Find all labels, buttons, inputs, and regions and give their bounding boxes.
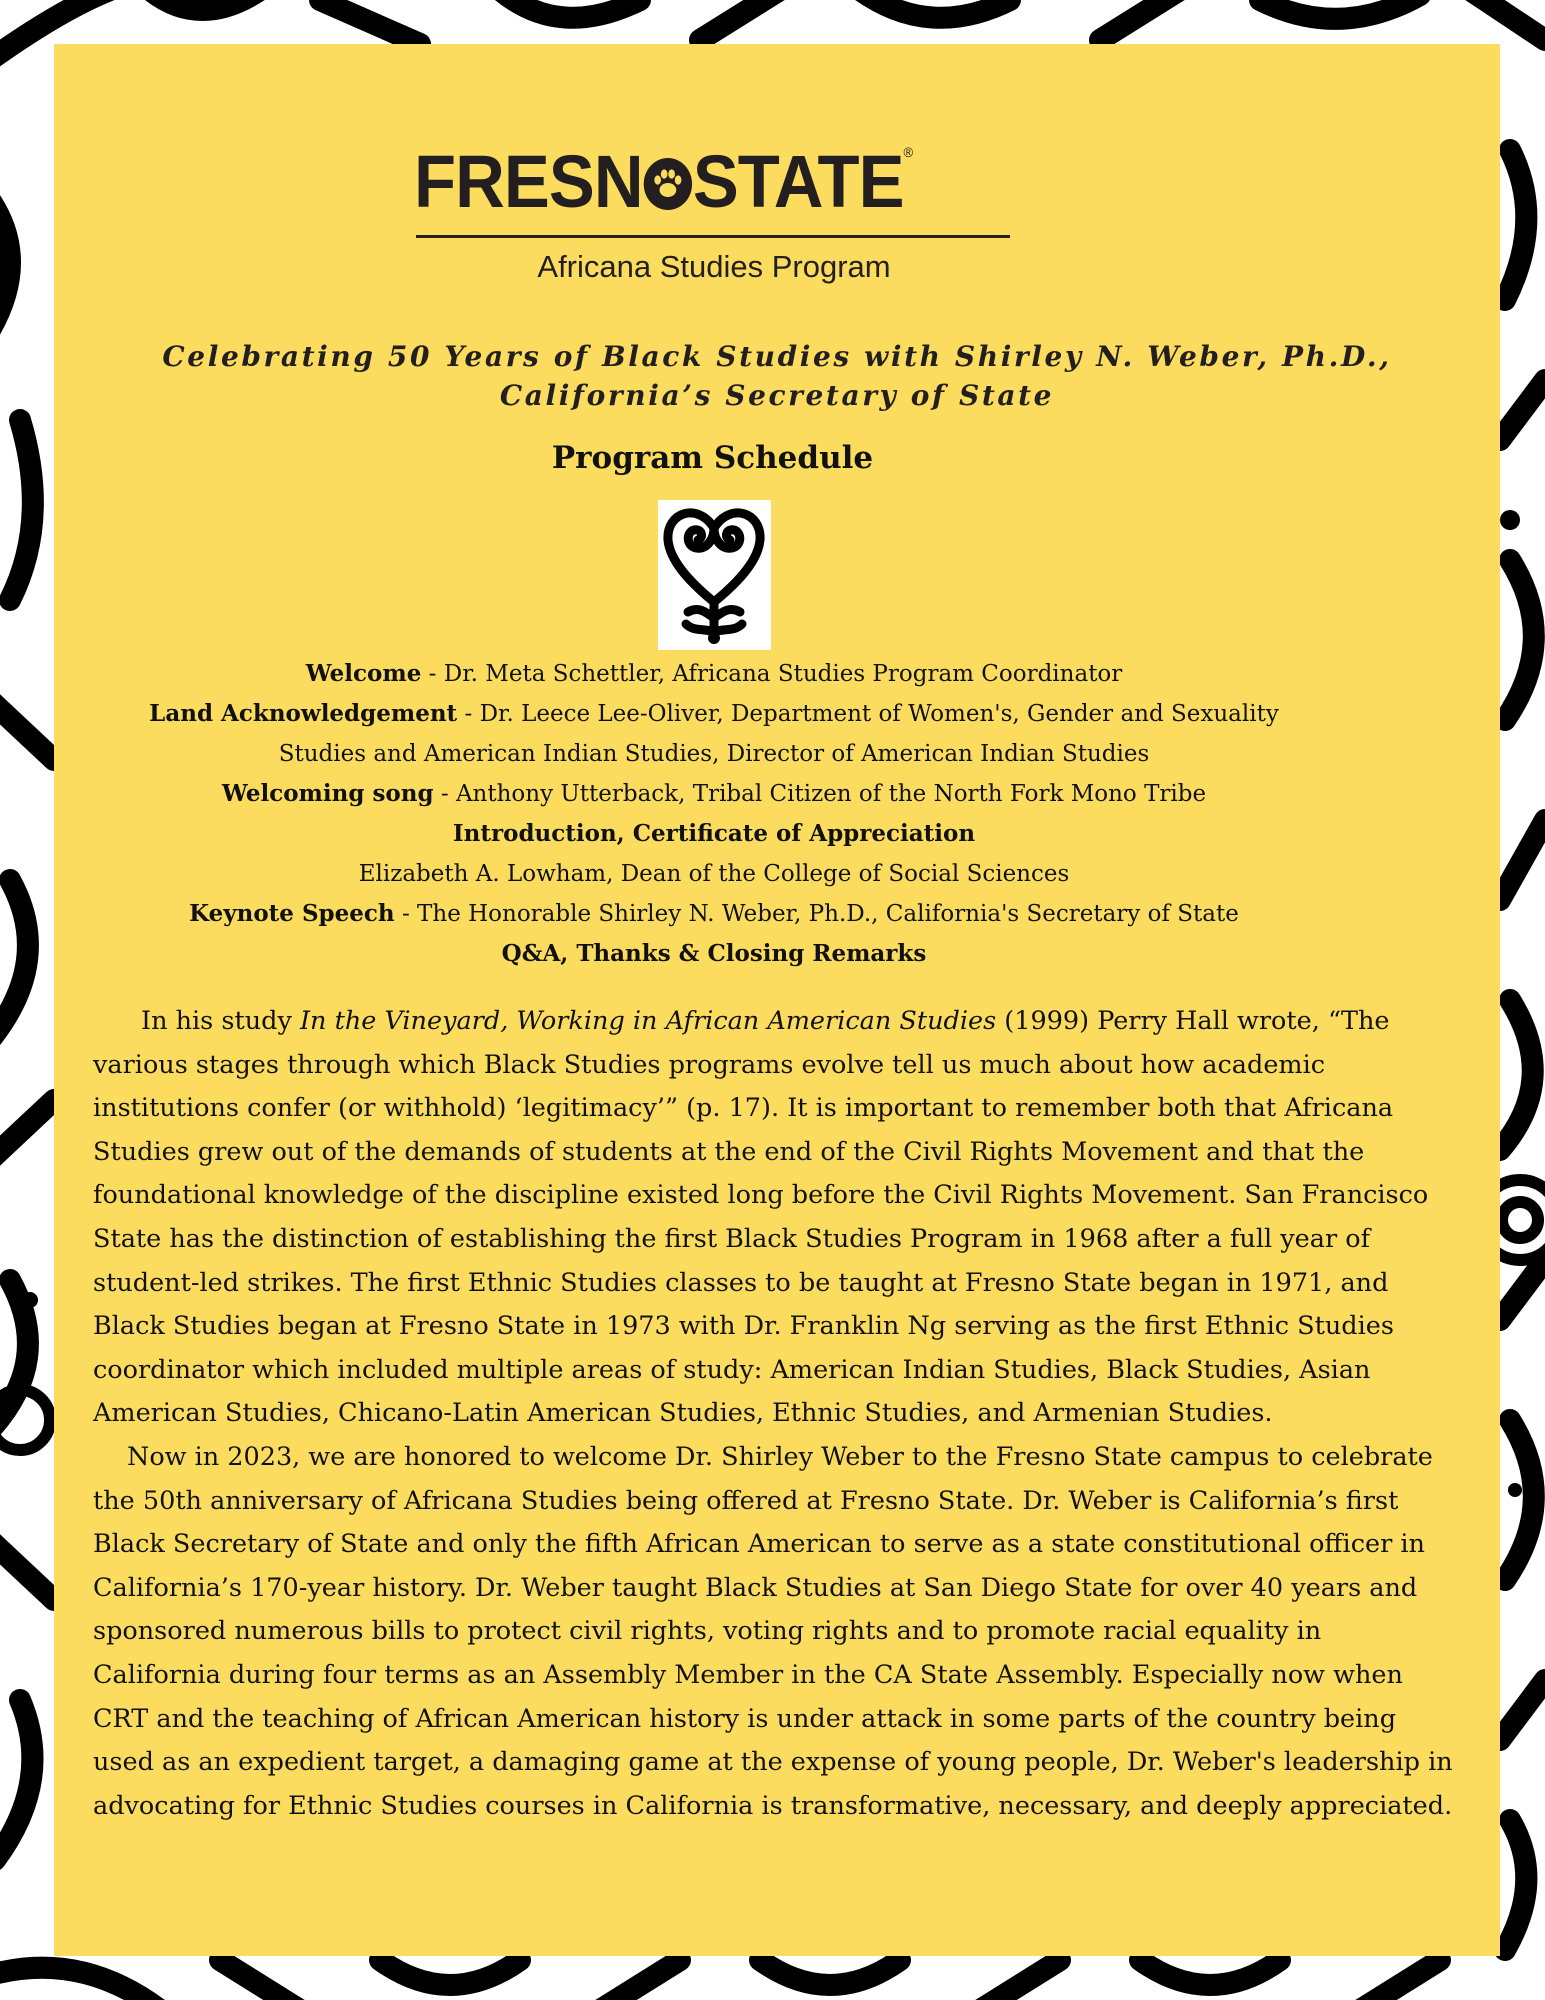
logo-subtitle: Africana Studies Program	[537, 249, 891, 284]
schedule-label: Welcoming song	[221, 780, 434, 807]
fresno-state-logo	[414, 140, 1034, 295]
schedule-text: Elizabeth A. Lowham, Dean of the College of Social Sciences	[358, 861, 1070, 887]
headline-line-2: California’s Secretary of State	[499, 379, 1055, 412]
paw-print-icon	[644, 158, 692, 210]
schedule-text: - The Honorable Shirley N. Weber, Ph.D., California's Secretary of State	[394, 901, 1239, 927]
schedule-item-land-acknowledgement	[54, 694, 1374, 734]
schedule-label: Land Acknowledgement	[149, 700, 458, 727]
schedule-label: Welcome	[305, 660, 422, 687]
fresno-state-wordmark: FRESN STATE®	[414, 140, 913, 223]
schedule-text: - Anthony Utterback, Tribal Citizen of the North Fork Mono Tribe	[433, 781, 1207, 807]
headline-line-1: Celebrating 50 Years of Black Studies with Shirley N. Weber, Ph.D.,	[162, 340, 1392, 373]
schedule-item-welcoming-song	[54, 774, 1374, 814]
schedule-label: Introduction, Certificate of Appreciation	[452, 820, 976, 847]
schedule-item-introduction	[54, 814, 1374, 854]
paragraph-weber: Now in 2023, we are honored to welcome Dr. Shirley Weber to the Fresno State campus to celebrate the 50th anniversary of Africana Studies being offered at Fresno State. Dr. Weber is California’s first Black Secretary of State and only the fifth African American to serve as a state constitutional officer in California’s 170-year history. Dr. Weber taught Black Studies at San Diego State for over 40 years and sponsored numerous bills to protect civil rights, voting rights and to promote racial equality in California during four terms as an Assembly Member in the CA State Assembly. Especially now when CRT and the teaching of African American history is under attack in some parts of the country being used as an expedient target, a damaging game at the expense of young people, Dr. Weber's leadership in advocating for Ethnic Studies courses in California is transformative, necessary, and deeply appreciated.	[93, 1441, 1453, 1821]
schedule-text: - Dr. Meta Schettler, Africana Studies Program Coordinator	[421, 661, 1123, 687]
schedule-text: - Dr. Leece Lee-Oliver, Department of Women's, Gender and Sexuality	[457, 701, 1279, 727]
program-schedule	[54, 654, 1374, 974]
event-headline	[54, 337, 1500, 415]
logo-divider	[416, 235, 1010, 238]
schedule-item-closing	[54, 934, 1374, 974]
schedule-label: Keynote Speech	[189, 900, 395, 927]
paragraph-history: In his study In the Vineyard, Working in African American Studies (1999) Perry Hall wrote, “The various stages through which Black Studies programs evolve tell us much about how academic institutions confer (or withhold) ‘legitimacy’” (p. 17). It is important to remember both that Africana Studies grew out of the demands of students at the end of the Civil Rights Movement and that the foundational knowledge of the discipline existed long before the Civil Rights Movement. San Francisco State has the distinction of establishing the first Black Studies Program in 1968 after a full year of student-led strikes. The first Ethnic Studies classes to be taught at Fresno State began in 1971, and Black Studies began at Fresno State in 1973 with Dr. Franklin Ng serving as the first Ethnic Studies coordinator which included multiple areas of study: American Indian Studies, Black Studies, Asian American Studies, Chicano-Latin American Studies, Ethnic Studies, and Armenian Studies.	[93, 1006, 1429, 1429]
schedule-item-welcome	[54, 654, 1374, 694]
schedule-text-continued: Studies and American Indian Studies, Director of American Indian Studies	[278, 741, 1150, 767]
schedule-label: Q&A, Thanks & Closing Remarks	[501, 940, 927, 967]
book-title: In the Vineyard, Working in African American Studies	[299, 1006, 997, 1036]
article-body	[93, 1000, 1453, 1828]
schedule-item-keynote	[54, 894, 1374, 934]
sankofa-heart-icon	[658, 500, 771, 650]
program-schedule-title: Program Schedule	[551, 440, 874, 476]
